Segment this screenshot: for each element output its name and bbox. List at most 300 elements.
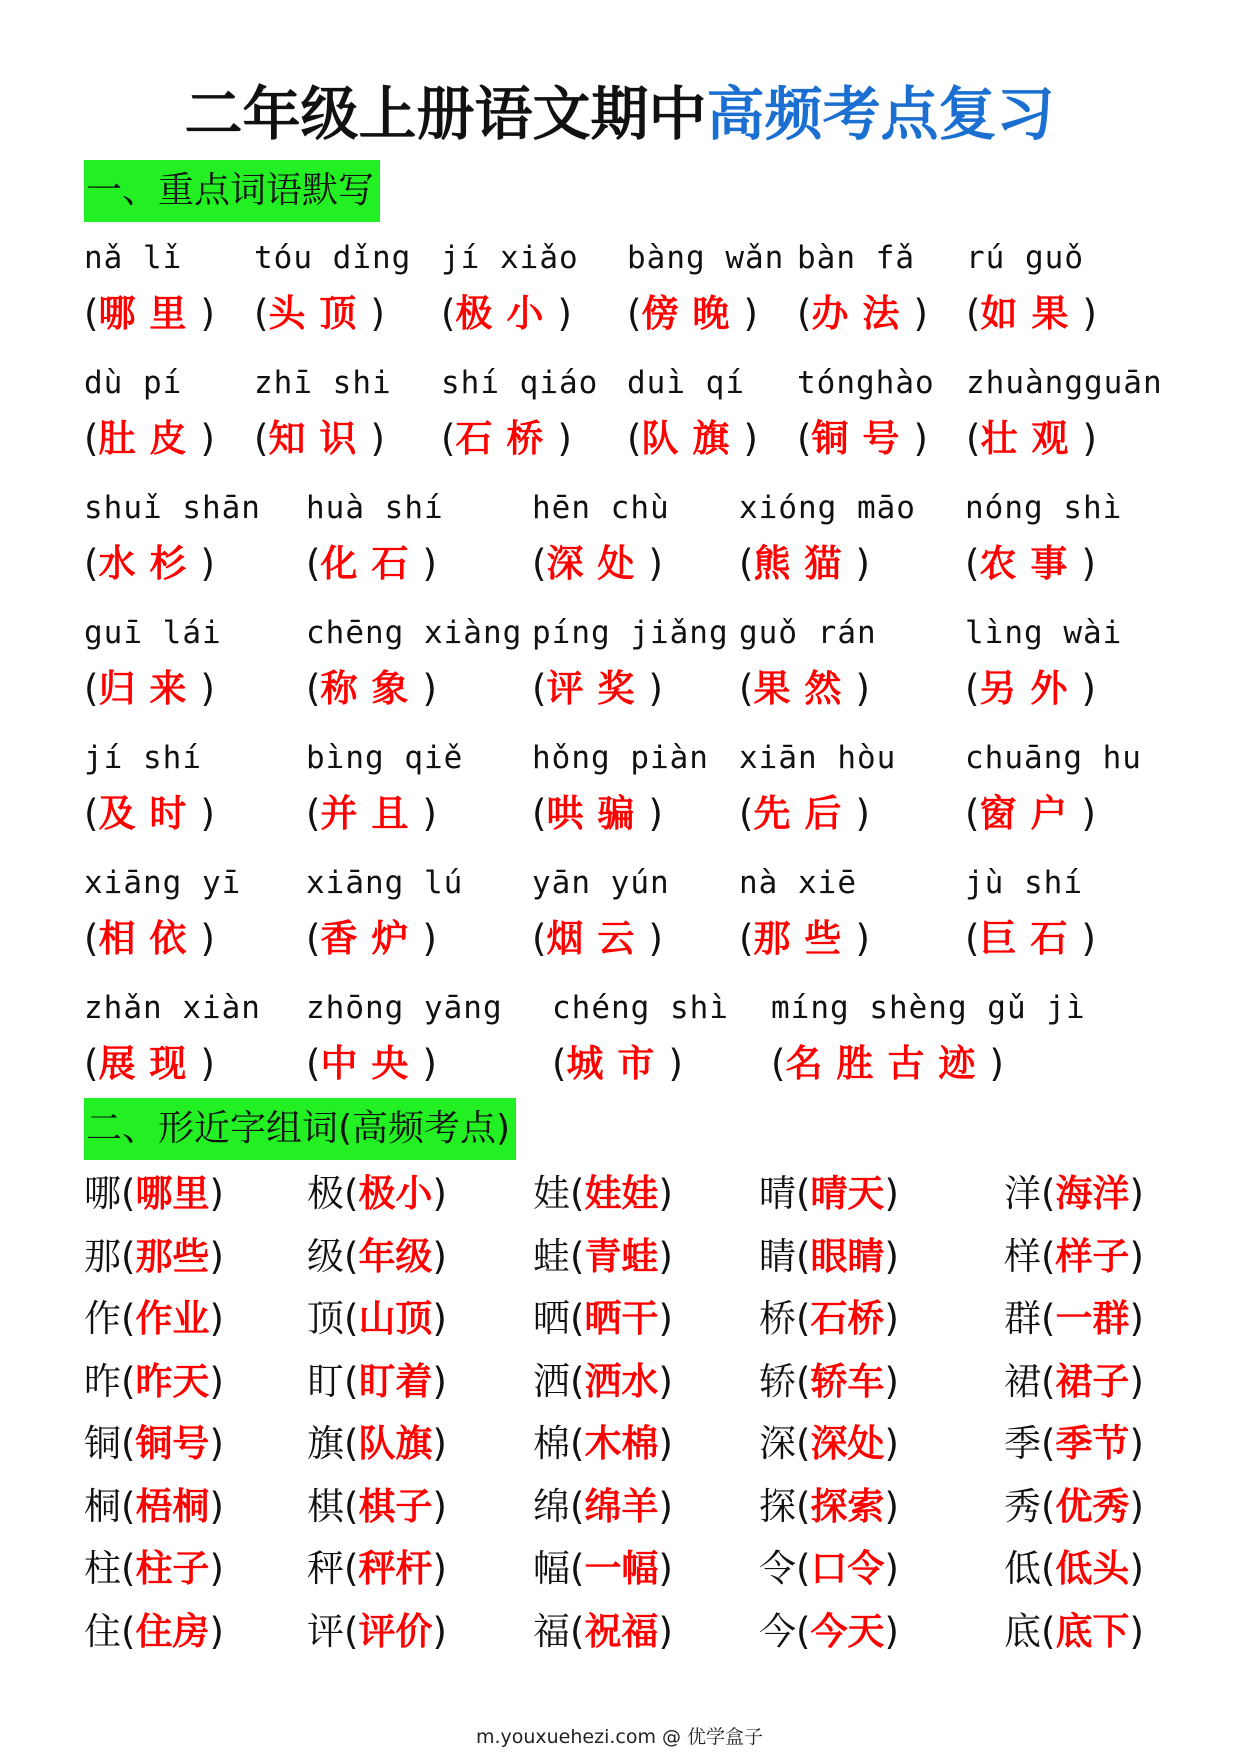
compound-word: 棋子 xyxy=(358,1484,433,1528)
close-paren: ) xyxy=(648,542,663,585)
close-paren: ) xyxy=(884,1297,899,1340)
compound-word: 轿车 xyxy=(810,1359,885,1403)
vocab-pinyin: bàng wǎn xyxy=(627,240,785,276)
vocab-pinyin: jù shí xyxy=(965,865,1083,901)
open-paren: ( xyxy=(1041,1359,1056,1403)
compound-word: 眼睛 xyxy=(810,1234,885,1278)
close-paren: ) xyxy=(648,667,663,710)
vocab-answer: 那些 xyxy=(753,917,856,960)
vocab-pinyin: nǎ lǐ xyxy=(84,240,183,276)
vocab-hanzi xyxy=(627,290,758,338)
open-paren: ( xyxy=(344,1422,359,1465)
vocab-answer: 哄骗 xyxy=(546,792,649,835)
compound-word: 山顶 xyxy=(358,1297,433,1340)
close-paren: ) xyxy=(1129,1172,1144,1215)
vocab-pinyin: guī lái xyxy=(84,615,222,651)
vocab-pinyin: zhōng yāng xyxy=(306,990,503,1026)
open-paren: ( xyxy=(966,417,981,460)
open-paren: ( xyxy=(441,292,456,335)
vocab-hanzi xyxy=(739,790,870,838)
vocab-item xyxy=(532,738,709,835)
close-paren: ) xyxy=(200,667,215,710)
char-pair xyxy=(1004,1295,1144,1343)
base-char: 桥 xyxy=(759,1297,796,1340)
compound-word: 极小 xyxy=(358,1172,433,1215)
vocab-answer: 中央 xyxy=(320,1042,423,1085)
close-paren: ) xyxy=(209,1234,224,1278)
open-paren: ( xyxy=(121,1297,136,1340)
close-paren: ) xyxy=(1129,1297,1144,1340)
vocab-item xyxy=(552,988,729,1085)
close-paren: ) xyxy=(855,542,870,585)
vocab-answer: 展现 xyxy=(98,1042,201,1085)
char-pair xyxy=(84,1170,224,1218)
char-pair xyxy=(759,1608,899,1656)
close-paren: ) xyxy=(884,1484,899,1528)
compound-word: 祝福 xyxy=(584,1609,659,1653)
vocab-answer: 城市 xyxy=(566,1042,669,1085)
close-paren: ) xyxy=(432,1172,447,1215)
compound-word: 住房 xyxy=(135,1609,210,1653)
vocab-hanzi xyxy=(965,790,1096,838)
open-paren: ( xyxy=(1041,1234,1056,1278)
char-pair xyxy=(84,1483,224,1531)
open-paren: ( xyxy=(739,792,754,835)
open-paren: ( xyxy=(306,917,321,960)
vocab-answer: 水杉 xyxy=(98,542,201,585)
base-char: 群 xyxy=(1004,1297,1041,1340)
vocab-item xyxy=(306,613,523,710)
compound-word: 低头 xyxy=(1055,1547,1130,1590)
base-char: 低 xyxy=(1004,1547,1041,1590)
char-pair xyxy=(533,1358,673,1406)
char-pair xyxy=(307,1608,447,1656)
vocab-answer: 评奖 xyxy=(546,667,649,710)
vocab-answer: 化石 xyxy=(320,542,423,585)
close-paren: ) xyxy=(1129,1484,1144,1528)
close-paren: ) xyxy=(557,417,572,460)
compound-word: 深处 xyxy=(810,1422,885,1465)
vocab-item xyxy=(627,363,758,460)
close-paren: ) xyxy=(658,1172,673,1215)
close-paren: ) xyxy=(432,1609,447,1653)
close-paren: ) xyxy=(648,792,663,835)
vocab-item xyxy=(739,863,870,960)
open-paren: ( xyxy=(84,792,99,835)
vocab-hanzi xyxy=(84,540,215,588)
vocab-answer: 并且 xyxy=(320,792,423,835)
close-paren: ) xyxy=(209,1609,224,1653)
close-paren: ) xyxy=(422,667,437,710)
vocab-item xyxy=(306,988,503,1085)
char-pair xyxy=(307,1545,447,1593)
close-paren: ) xyxy=(209,1359,224,1403)
base-char: 绵 xyxy=(533,1484,570,1528)
vocab-answer: 深处 xyxy=(546,542,649,585)
vocab-item xyxy=(532,488,670,585)
vocab-pinyin: xiāng lú xyxy=(306,865,464,901)
base-char: 样 xyxy=(1004,1234,1041,1278)
char-pair xyxy=(1004,1608,1144,1656)
base-char: 哪 xyxy=(84,1172,121,1215)
vocab-item xyxy=(739,738,897,835)
vocab-pinyin: jí xiǎo xyxy=(441,240,579,276)
vocab-item xyxy=(306,863,464,960)
vocab-item xyxy=(441,363,599,460)
open-paren: ( xyxy=(965,917,980,960)
char-pair xyxy=(307,1295,447,1343)
open-paren: ( xyxy=(344,1234,359,1278)
close-paren: ) xyxy=(422,917,437,960)
char-pair xyxy=(759,1358,899,1406)
vocab-answer: 知识 xyxy=(268,417,371,460)
compound-word: 娃娃 xyxy=(584,1172,659,1215)
close-paren: ) xyxy=(913,417,928,460)
compound-word: 口令 xyxy=(810,1547,885,1590)
close-paren: ) xyxy=(884,1359,899,1403)
close-paren: ) xyxy=(855,792,870,835)
vocab-hanzi xyxy=(306,790,437,838)
vocab-pinyin: hēn chù xyxy=(532,490,670,526)
open-paren: ( xyxy=(570,1609,585,1653)
close-paren: ) xyxy=(884,1234,899,1278)
char-pair xyxy=(533,1483,673,1531)
char-pair xyxy=(759,1170,899,1218)
base-char: 秤 xyxy=(307,1547,344,1590)
close-paren: ) xyxy=(648,917,663,960)
base-char: 棉 xyxy=(533,1422,570,1465)
vocab-answer: 相依 xyxy=(98,917,201,960)
vocab-answer: 肚皮 xyxy=(98,417,201,460)
close-paren: ) xyxy=(1081,917,1096,960)
base-char: 秀 xyxy=(1004,1484,1041,1528)
vocab-item xyxy=(965,613,1123,710)
compound-word: 盯着 xyxy=(358,1359,433,1403)
base-char: 桐 xyxy=(84,1484,121,1528)
open-paren: ( xyxy=(121,1484,136,1528)
close-paren: ) xyxy=(200,417,215,460)
open-paren: ( xyxy=(121,1172,136,1215)
vocab-hanzi xyxy=(966,290,1097,338)
open-paren: ( xyxy=(344,1297,359,1340)
close-paren: ) xyxy=(884,1609,899,1653)
base-char: 晒 xyxy=(533,1297,570,1340)
open-paren: ( xyxy=(797,292,812,335)
open-paren: ( xyxy=(121,1234,136,1278)
vocab-answer: 傍晚 xyxy=(641,292,744,335)
compound-word: 绵羊 xyxy=(584,1484,659,1528)
close-paren: ) xyxy=(884,1172,899,1215)
vocab-pinyin: dù pí xyxy=(84,365,183,401)
vocab-pinyin: tóu dǐng xyxy=(254,240,412,276)
compound-word: 样子 xyxy=(1055,1234,1130,1278)
base-char: 顶 xyxy=(307,1297,344,1340)
open-paren: ( xyxy=(796,1234,811,1278)
close-paren: ) xyxy=(1081,667,1096,710)
close-paren: ) xyxy=(855,917,870,960)
vocab-hanzi xyxy=(532,915,663,963)
compound-word: 年级 xyxy=(358,1234,433,1278)
close-paren: ) xyxy=(1129,1547,1144,1590)
open-paren: ( xyxy=(739,542,754,585)
close-paren: ) xyxy=(422,1042,437,1085)
vocab-answer: 熊猫 xyxy=(753,542,856,585)
open-paren: ( xyxy=(1041,1484,1056,1528)
char-pair xyxy=(1004,1483,1144,1531)
close-paren: ) xyxy=(422,792,437,835)
close-paren: ) xyxy=(432,1484,447,1528)
char-pair xyxy=(533,1420,673,1468)
vocab-item xyxy=(965,738,1142,835)
vocab-hanzi xyxy=(254,415,385,463)
base-char: 作 xyxy=(84,1297,121,1340)
base-char: 昨 xyxy=(84,1359,121,1403)
vocab-answer: 烟云 xyxy=(546,917,649,960)
char-pair xyxy=(307,1420,447,1468)
close-paren: ) xyxy=(855,667,870,710)
base-char: 极 xyxy=(307,1172,344,1215)
compound-word: 优秀 xyxy=(1055,1484,1130,1528)
char-pair xyxy=(533,1545,673,1593)
close-paren: ) xyxy=(370,417,385,460)
vocab-pinyin: shí qiáo xyxy=(441,365,599,401)
vocab-pinyin: bìng qiě xyxy=(306,740,464,776)
open-paren: ( xyxy=(570,1172,585,1215)
open-paren: ( xyxy=(532,917,547,960)
base-char: 评 xyxy=(307,1609,344,1653)
open-paren: ( xyxy=(627,292,642,335)
vocab-item xyxy=(532,613,729,710)
vocab-pinyin: zhǎn xiàn xyxy=(84,990,261,1026)
vocab-item xyxy=(532,863,670,960)
close-paren: ) xyxy=(989,1042,1004,1085)
close-paren: ) xyxy=(913,292,928,335)
close-paren: ) xyxy=(1129,1422,1144,1465)
open-paren: ( xyxy=(344,1547,359,1590)
vocab-answer: 办法 xyxy=(811,292,914,335)
char-pair xyxy=(84,1358,224,1406)
base-char: 深 xyxy=(759,1422,796,1465)
open-paren: ( xyxy=(570,1484,585,1528)
vocab-pinyin: chuāng hu xyxy=(965,740,1142,776)
compound-word: 那些 xyxy=(135,1234,210,1278)
compound-word: 探索 xyxy=(810,1484,885,1528)
open-paren: ( xyxy=(121,1547,136,1590)
vocab-answer: 香炉 xyxy=(320,917,423,960)
vocab-pinyin: nóng shì xyxy=(965,490,1123,526)
vocab-answer: 及时 xyxy=(98,792,201,835)
base-char: 住 xyxy=(84,1609,121,1653)
close-paren: ) xyxy=(1082,417,1097,460)
vocab-answer: 如果 xyxy=(980,292,1083,335)
open-paren: ( xyxy=(739,667,754,710)
open-paren: ( xyxy=(121,1422,136,1465)
vocab-pinyin: xióng māo xyxy=(739,490,916,526)
char-pair xyxy=(533,1233,673,1281)
vocab-item xyxy=(254,363,392,460)
vocab-answer: 果然 xyxy=(753,667,856,710)
compound-word: 晴天 xyxy=(810,1172,885,1215)
vocab-item xyxy=(254,238,412,335)
vocab-pinyin: xiāng yī xyxy=(84,865,242,901)
vocab-item xyxy=(739,488,916,585)
char-pair xyxy=(84,1545,224,1593)
vocab-hanzi xyxy=(797,415,928,463)
vocab-pinyin: tónghào xyxy=(797,365,935,401)
char-pair xyxy=(84,1233,224,1281)
close-paren: ) xyxy=(432,1297,447,1340)
close-paren: ) xyxy=(743,417,758,460)
compound-word: 哪里 xyxy=(135,1172,210,1215)
compound-word: 裙子 xyxy=(1055,1359,1130,1403)
base-char: 柱 xyxy=(84,1547,121,1590)
vocab-hanzi xyxy=(306,1040,437,1088)
vocab-item xyxy=(797,238,928,335)
char-pair xyxy=(533,1170,673,1218)
compound-word: 一幅 xyxy=(584,1547,659,1590)
char-pair xyxy=(759,1420,899,1468)
open-paren: ( xyxy=(441,417,456,460)
vocab-item xyxy=(84,863,242,960)
base-char: 旗 xyxy=(307,1422,344,1465)
open-paren: ( xyxy=(306,667,321,710)
base-char: 福 xyxy=(533,1609,570,1653)
vocab-pinyin: guǒ rán xyxy=(739,615,877,651)
base-char: 今 xyxy=(759,1609,796,1653)
base-char: 洋 xyxy=(1004,1172,1041,1215)
open-paren: ( xyxy=(796,1297,811,1340)
vocab-item xyxy=(84,613,222,710)
open-paren: ( xyxy=(254,417,269,460)
open-paren: ( xyxy=(344,1172,359,1215)
close-paren: ) xyxy=(658,1609,673,1653)
char-pair xyxy=(84,1295,224,1343)
close-paren: ) xyxy=(209,1297,224,1340)
open-paren: ( xyxy=(570,1547,585,1590)
close-paren: ) xyxy=(422,542,437,585)
open-paren: ( xyxy=(965,667,980,710)
close-paren: ) xyxy=(884,1547,899,1590)
vocab-pinyin: nà xiē xyxy=(739,865,857,901)
base-char: 睛 xyxy=(759,1234,796,1278)
vocab-answer: 极小 xyxy=(455,292,558,335)
vocab-answer: 名胜古迹 xyxy=(785,1042,990,1085)
open-paren: ( xyxy=(739,917,754,960)
char-pair xyxy=(1004,1420,1144,1468)
char-pair xyxy=(1004,1233,1144,1281)
close-paren: ) xyxy=(658,1234,673,1278)
open-paren: ( xyxy=(966,292,981,335)
vocab-answer: 队旗 xyxy=(641,417,744,460)
vocab-item xyxy=(966,238,1097,335)
compound-word: 季节 xyxy=(1055,1422,1130,1465)
vocab-pinyin: zhī shi xyxy=(254,365,392,401)
close-paren: ) xyxy=(1081,792,1096,835)
open-paren: ( xyxy=(306,542,321,585)
title-part2: 高频考点复习 xyxy=(706,80,1055,148)
vocab-item xyxy=(965,488,1123,585)
vocab-answer: 称象 xyxy=(320,667,423,710)
vocab-hanzi xyxy=(84,290,215,338)
open-paren: ( xyxy=(344,1609,359,1653)
open-paren: ( xyxy=(570,1422,585,1465)
open-paren: ( xyxy=(306,792,321,835)
vocab-hanzi xyxy=(441,415,572,463)
open-paren: ( xyxy=(771,1042,786,1085)
base-char: 轿 xyxy=(759,1359,796,1403)
close-paren: ) xyxy=(200,1042,215,1085)
base-char: 裙 xyxy=(1004,1359,1041,1403)
close-paren: ) xyxy=(200,917,215,960)
open-paren: ( xyxy=(84,542,99,585)
char-pair xyxy=(1004,1545,1144,1593)
char-pair xyxy=(1004,1170,1144,1218)
close-paren: ) xyxy=(658,1422,673,1465)
close-paren: ) xyxy=(743,292,758,335)
vocab-hanzi xyxy=(965,665,1096,713)
compound-word: 洒水 xyxy=(584,1359,659,1403)
char-pair xyxy=(1004,1358,1144,1406)
compound-word: 今天 xyxy=(810,1609,885,1653)
base-char: 那 xyxy=(84,1234,121,1278)
section1-heading: 一、重点词语默写 xyxy=(84,160,380,222)
vocab-hanzi xyxy=(84,915,215,963)
vocab-pinyin: xiān hòu xyxy=(739,740,897,776)
open-paren: ( xyxy=(1041,1609,1056,1653)
close-paren: ) xyxy=(557,292,572,335)
vocab-hanzi xyxy=(306,915,437,963)
char-pair xyxy=(307,1358,447,1406)
vocab-item xyxy=(771,988,1086,1085)
vocab-hanzi xyxy=(739,915,870,963)
compound-word: 昨天 xyxy=(135,1359,210,1403)
vocab-pinyin: yān yún xyxy=(532,865,670,901)
vocab-pinyin: jí shí xyxy=(84,740,202,776)
close-paren: ) xyxy=(209,1172,224,1215)
vocab-answer: 窗户 xyxy=(979,792,1082,835)
open-paren: ( xyxy=(532,667,547,710)
vocab-hanzi xyxy=(306,665,437,713)
vocab-item xyxy=(84,988,261,1085)
vocab-hanzi xyxy=(966,415,1097,463)
vocab-hanzi xyxy=(552,1040,683,1088)
close-paren: ) xyxy=(200,792,215,835)
open-paren: ( xyxy=(1041,1422,1056,1465)
compound-word: 海洋 xyxy=(1055,1172,1130,1215)
base-char: 娃 xyxy=(533,1172,570,1215)
open-paren: ( xyxy=(1041,1547,1056,1590)
close-paren: ) xyxy=(209,1484,224,1528)
vocab-answer: 哪里 xyxy=(98,292,201,335)
vocab-hanzi xyxy=(532,665,663,713)
vocab-item xyxy=(306,738,464,835)
base-char: 棋 xyxy=(307,1484,344,1528)
vocab-pinyin: míng shèng gǔ jì xyxy=(771,990,1086,1026)
vocab-pinyin: duì qí xyxy=(627,365,745,401)
vocab-answer: 铜号 xyxy=(811,417,914,460)
close-paren: ) xyxy=(668,1042,683,1085)
open-paren: ( xyxy=(570,1297,585,1340)
open-paren: ( xyxy=(344,1359,359,1403)
open-paren: ( xyxy=(344,1484,359,1528)
vocab-item xyxy=(84,238,215,335)
close-paren: ) xyxy=(1129,1609,1144,1653)
title-part1: 二年级上册语文期中 xyxy=(184,80,707,148)
base-char: 底 xyxy=(1004,1609,1041,1653)
vocab-item xyxy=(797,363,935,460)
compound-word: 作业 xyxy=(135,1297,210,1340)
vocab-hanzi xyxy=(254,290,385,338)
